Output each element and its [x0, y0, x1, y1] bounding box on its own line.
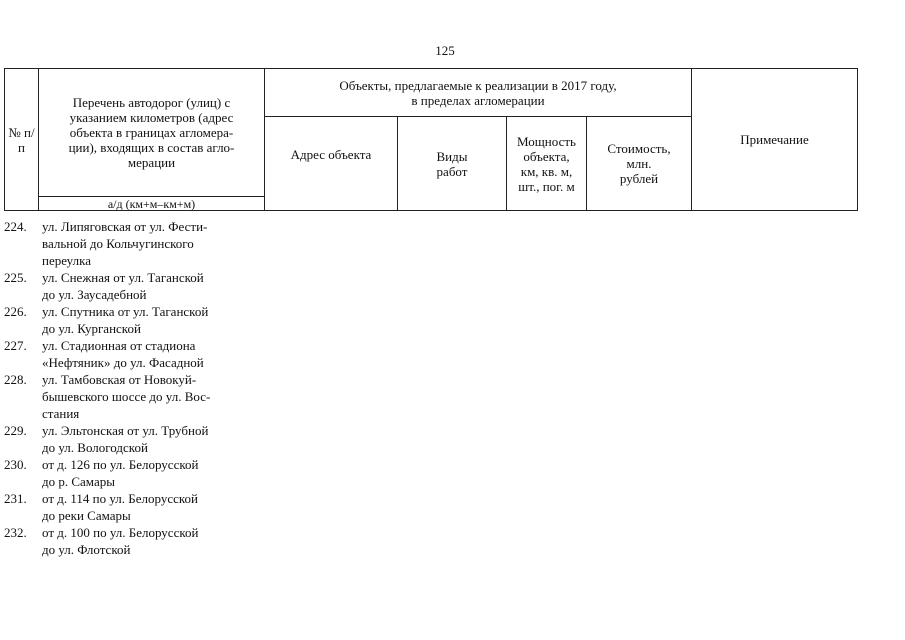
text-line: объекта в границах агломера-: [69, 125, 234, 140]
row-text: [42, 524, 270, 558]
text-line: ул. Липяговская от ул. Фести-: [42, 219, 208, 234]
text-line: Объекты, предлагаемые к реализации в 2017 году,: [339, 77, 617, 93]
text-line: объекта,: [523, 148, 570, 164]
table-row: [4, 422, 274, 456]
header-objects-group-text: [267, 78, 689, 108]
text-line: ул. Снежная от ул. Таганской: [42, 270, 204, 285]
text-line: Перечень автодорог (улиц) с: [72, 95, 231, 110]
table-row: [4, 303, 274, 337]
text-line: ул. Эльтонская от ул. Трубной: [42, 423, 209, 438]
header-col-note: [692, 69, 858, 211]
text-line: Стоимость,: [607, 141, 671, 156]
header-col-works: [398, 117, 507, 211]
text-line: стания: [42, 406, 80, 421]
road-list: [4, 218, 274, 558]
header-col-address: [265, 117, 398, 211]
row-number: 231.: [4, 491, 27, 506]
text-line: до р. Самары: [42, 474, 115, 489]
row-text: [42, 422, 270, 456]
text-line: мерации: [127, 155, 176, 170]
row-number: 229.: [4, 423, 27, 438]
header-col-works-text: [400, 149, 504, 179]
text-line: от д. 126 по ул. Белорусской: [42, 457, 199, 472]
text-line: переулка: [42, 253, 91, 268]
table-row: [4, 456, 274, 490]
header-road-unit: [39, 197, 265, 211]
row-number: 230.: [4, 457, 27, 472]
row-number: 228.: [4, 372, 27, 387]
table-row: [4, 371, 274, 422]
text-line: в пределах агломерации: [411, 92, 545, 108]
table-row: [4, 490, 274, 524]
page-number: 125: [435, 43, 455, 58]
row-text: [42, 303, 270, 337]
header-col-address-text: Адрес объекта: [290, 147, 372, 162]
row-number: 224.: [4, 219, 27, 234]
header-table: [4, 68, 858, 211]
row-text: [42, 337, 270, 371]
header-col-num: [5, 69, 39, 211]
text-line: до ул. Заусадебной: [42, 287, 147, 302]
text-line: до ул. Курганской: [42, 321, 141, 336]
text-line: рублей: [619, 171, 659, 186]
row-text: [42, 490, 270, 524]
header-objects-group: [265, 69, 692, 117]
text-line: до ул. Вологодской: [42, 440, 148, 455]
row-text: [42, 218, 270, 269]
text-line: ул. Спутника от ул. Таганской: [42, 304, 209, 319]
header-col-cost-text: [589, 141, 689, 186]
row-text: [42, 456, 270, 490]
text-line: Виды: [436, 148, 468, 164]
text-line: вальной до Кольчугинского: [42, 236, 194, 251]
text-line: шт., пог. м: [518, 178, 575, 194]
header-col-roads: [39, 69, 265, 197]
row-text: [42, 371, 270, 422]
header-col-capacity-text: [509, 134, 584, 194]
text-line: указанием километров (адрес: [69, 110, 234, 125]
text-line: «Нефтяник» до ул. Фасадной: [42, 355, 204, 370]
header-road-unit-text: а/д (км+м–км+м): [107, 196, 196, 211]
text-line: км, кв. м,: [520, 163, 573, 179]
text-line: от д. 100 по ул. Белорусской: [42, 525, 199, 540]
text-line: до ул. Флотской: [42, 542, 131, 557]
table-row: [4, 218, 274, 269]
text-line: ул. Тамбовская от Новокуй-: [42, 372, 197, 387]
row-number: 227.: [4, 338, 27, 353]
header-col-roads-text: [41, 95, 262, 170]
text-line: бышевского шоссе до ул. Вос-: [42, 389, 211, 404]
header-col-num-text: № п/п: [8, 124, 35, 155]
text-line: работ: [436, 163, 468, 179]
header-col-cost: [587, 117, 692, 211]
table-row: [4, 269, 274, 303]
text-line: от д. 114 по ул. Белорусской: [42, 491, 198, 506]
text-line: до реки Самары: [42, 508, 131, 523]
table-row: [4, 337, 274, 371]
row-number: 225.: [4, 270, 27, 285]
text-line: млн.: [626, 156, 652, 171]
text-line: ул. Стадионная от стадиона: [42, 338, 196, 353]
header-col-capacity: [507, 117, 587, 211]
table-row: [4, 524, 274, 558]
text-line: ции), входящих в состав агло-: [68, 140, 235, 155]
row-number: 232.: [4, 525, 27, 540]
header-col-note-text: Примечание: [740, 132, 809, 147]
text-line: Мощность: [517, 133, 576, 149]
row-text: [42, 269, 270, 303]
row-number: 226.: [4, 304, 27, 319]
